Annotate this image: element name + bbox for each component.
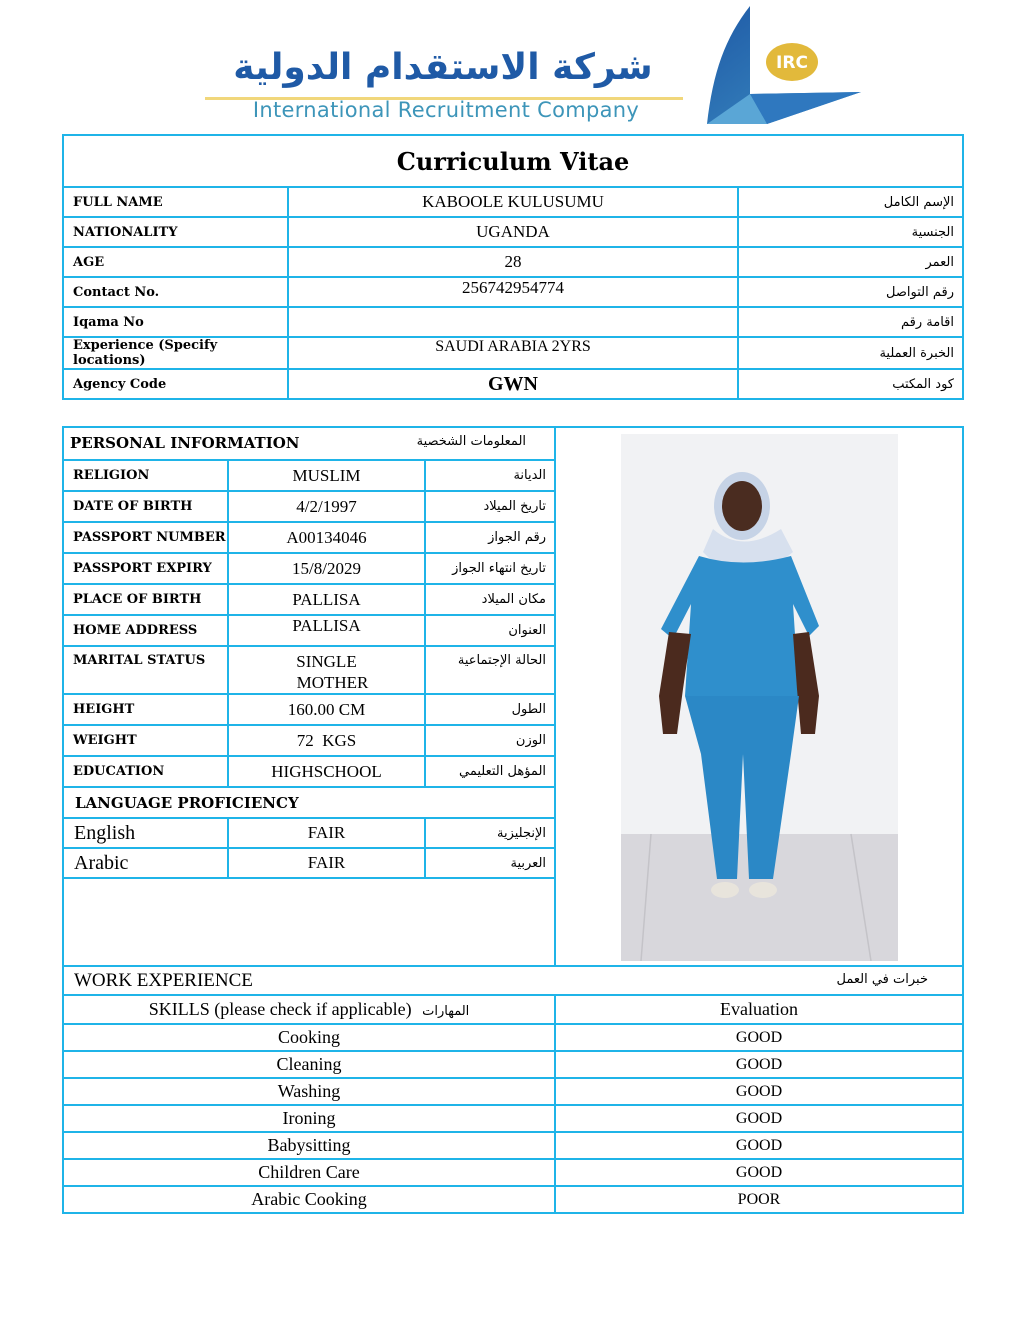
photo-cell [555,427,963,966]
skills-header [63,995,555,1024]
language-label: Arabic [63,848,228,878]
work-experience-title: WORK EXPERIENCE [74,969,253,991]
candidate-photo [621,434,898,961]
education-value: HIGHSCHOOL [228,756,425,787]
row-label-arabic: كود المكتب [738,369,963,399]
skills-header-row [63,995,963,1024]
row-label-arabic: الجنسية [738,217,963,247]
age-value: 28 [288,247,738,277]
nationality-value: UGANDA [288,217,738,247]
row-label-arabic: العمر [738,247,963,277]
section-header-row [63,427,963,460]
contact-value: 256742954774 [288,277,738,307]
skill-evaluation: GOOD [555,1051,963,1078]
row-label: PASSPORT EXPIRY [63,553,228,584]
skill-row [63,1024,963,1051]
row-label: Iqama No [63,307,288,337]
language-label-arabic: الإنجليزية [425,818,555,848]
table-row [63,337,963,369]
skill-row [63,1159,963,1186]
skill-evaluation: POOR [555,1186,963,1213]
row-label-arabic: الإسم الكامل [738,187,963,217]
skill-evaluation: GOOD [555,1132,963,1159]
row-label-arabic: الوزن [425,725,555,756]
row-label-arabic: الطول [425,694,555,725]
row-label: Agency Code [63,369,288,399]
passport-number-value: A00134046 [228,522,425,553]
candidate-photo-image [621,434,898,961]
skill-name: Cleaning [63,1051,555,1078]
company-logo [195,2,865,128]
height-value: 160.00 CM [228,694,425,725]
section-header-row [63,966,963,995]
table-row [63,369,963,399]
skill-name: Children Care [63,1159,555,1186]
row-label-arabic: العنوان [425,615,555,646]
row-label: RELIGION [63,460,228,491]
table-row [63,217,963,247]
weight-value: 72 KGS [228,725,425,756]
place-of-birth-value: PALLISA [228,584,425,615]
skill-name: Babysitting [63,1132,555,1159]
row-label-arabic: الخبرة العملية [738,337,963,369]
section-title: PERSONAL INFORMATION [70,434,300,452]
skill-evaluation: GOOD [555,1024,963,1051]
logo-english-name: International Recruitment Company [252,98,640,122]
row-label-arabic: رقم التواصل [738,277,963,307]
english-proficiency-value: FAIR [228,818,425,848]
skill-row [63,1105,963,1132]
section-title-arabic: المعلومات الشخصية [416,434,527,449]
iqama-value [288,307,738,337]
skill-name: Washing [63,1078,555,1105]
skill-name: Arabic Cooking [63,1186,555,1213]
row-label-arabic: الديانة [425,460,555,491]
row-label-arabic: تاريخ انتهاء الجواز [425,553,555,584]
row-label-arabic: اقامة رقم [738,307,963,337]
personal-info-table [62,426,964,1214]
row-label: HEIGHT [63,694,228,725]
logo-arabic-name: شركة الاستقدام الدولية [233,47,653,88]
skill-name: Cooking [63,1024,555,1051]
skills-header-label: SKILLS (please check if applicable) [148,999,412,1019]
row-label-arabic: المؤهل التعليمي [425,756,555,787]
row-label: Experience (Specify locations) [63,337,288,369]
experience-value: SAUDI ARABIA 2YRS [288,337,738,369]
skill-evaluation: GOOD [555,1105,963,1132]
evaluation-header: Evaluation [555,995,963,1024]
language-label-arabic: العربية [425,848,555,878]
row-label: Contact No. [63,277,288,307]
logo-badge-text: IRC [776,53,808,73]
skill-row [63,1078,963,1105]
table-row [63,277,963,307]
marital-status-value [228,646,425,694]
table-row [63,187,963,217]
row-label-arabic: مكان الميلاد [425,584,555,615]
skill-row [63,1186,963,1213]
row-label: DATE OF BIRTH [63,491,228,522]
table-row [63,307,963,337]
skill-row [63,1051,963,1078]
skill-name: Ironing [63,1105,555,1132]
logo-sail-icon [695,2,865,128]
work-experience-header [63,966,963,995]
date-of-birth-value: 4/2/1997 [228,491,425,522]
row-label: EDUCATION [63,756,228,787]
row-label: WEIGHT [63,725,228,756]
row-label: PASSPORT NUMBER [63,522,228,553]
table-row [63,247,963,277]
row-label: HOME ADDRESS [63,615,228,646]
marital-status-line1: SINGLE [296,652,357,671]
row-label: NATIONALITY [63,217,288,247]
skill-evaluation: GOOD [555,1159,963,1186]
marital-status-line2: MOTHER [296,673,369,692]
language-label: English [63,818,228,848]
full-name-value: KABOOLE KULUSUMU [288,187,738,217]
skills-header-arabic: المهارات [422,1004,470,1019]
work-experience-title-arabic: خبرات في العمل [836,972,929,987]
row-label: AGE [63,247,288,277]
blank-cell [63,878,555,966]
row-label-arabic: تاريخ الميلاد [425,491,555,522]
arabic-proficiency-value: FAIR [228,848,425,878]
home-address-value: PALLISA [228,615,425,646]
cv-summary-table [62,134,964,400]
skill-evaluation: GOOD [555,1078,963,1105]
personal-info-header [63,427,555,460]
agency-code-value: GWN [288,369,738,399]
row-label-arabic: رقم الجواز [425,522,555,553]
page-title: Curriculum Vitae [63,135,963,187]
passport-expiry-value: 15/8/2029 [228,553,425,584]
row-label: FULL NAME [63,187,288,217]
skill-row [63,1132,963,1159]
religion-value: MUSLIM [228,460,425,491]
row-label: PLACE OF BIRTH [63,584,228,615]
row-label-arabic: الحالة الإجتماعية [425,646,555,694]
language-proficiency-title: LANGUAGE PROFICIENCY [63,787,555,818]
row-label: MARITAL STATUS [63,646,228,694]
